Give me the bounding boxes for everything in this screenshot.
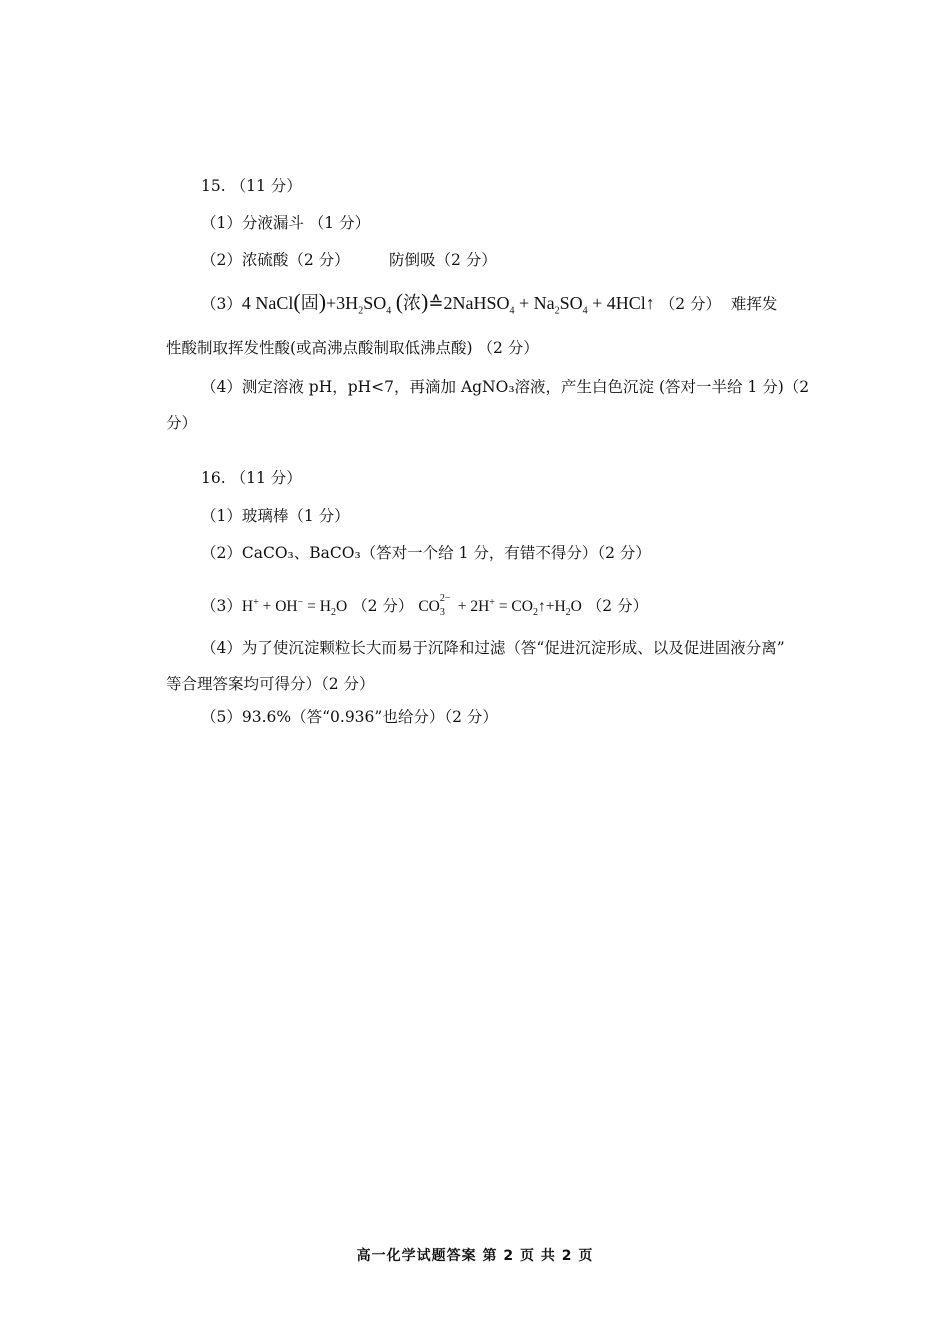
q15-answer-3-label: （3） [201, 295, 242, 313]
q15-answer-4: （4）测定溶液 pH，pH<7，再滴加 AgNO₃溶液，产生白色沉淀 (答对一半给 1 分)（2 [201, 378, 810, 396]
q16-answer-5: （5）93.6%（答“0.936”也给分）（2 分） [201, 708, 498, 726]
q15-answer-2-right: 防倒吸（2 分） [389, 251, 497, 269]
q16-answer-4-cont: 等合理答案均可得分）（2 分） [166, 675, 375, 693]
q16-answer-3-score-2: （2 分） [586, 597, 649, 615]
q15-answer-1: （1）分液漏斗 （1 分） [201, 214, 371, 232]
q16-answer-3 [201, 593, 649, 619]
q16-answer-4: （4）为了使沉淀颗粒长大而易于沉降和过滤（答“促进沉淀形成、以及促进固液分离” [201, 639, 785, 657]
q15-answer-3-score: （2 分） [659, 295, 722, 313]
q15-header: 15. （11 分） [201, 177, 302, 195]
q16-answer-2: （2）CaCO₃、BaCO₃（答对一个给 1 分，有错不得分）（2 分） [201, 544, 651, 562]
q15-answer-3-cont: 性酸制取挥发性酸(或高沸点酸制取低沸点酸) （2 分） [166, 339, 539, 357]
q15-answer-3 [201, 289, 778, 317]
q16-answer-3-score-1: （2 分） [352, 597, 414, 615]
q15-equation: 4 NaCl(固)$+3H_2SO_4$ (浓)≙2NaHSO$_4$ + $Na_2SO_4$ + 4HCl↑ [241, 289, 655, 317]
page-footer: 高一化学试题答案 第 2 页 共 2 页 [356, 1248, 594, 1264]
q16-answer-3-label: （3） [201, 597, 242, 615]
q15-answer-4-cont: 分） [166, 414, 198, 432]
up-arrow-icon: ↑ [645, 293, 655, 313]
q15-answer-3-tail: 难挥发 [730, 295, 778, 313]
q15-answer-2-left: （2）浓硫酸（2 分） [201, 251, 350, 269]
q16-header: 16. （11 分） [201, 469, 302, 487]
q16-equation-2: CO 2− 3 + $2H^+ = CO_2↑+H_2O$ [418, 593, 582, 619]
q16-answer-1: （1）玻璃棒（1 分） [201, 507, 350, 525]
q16-equation-1: $H^+ + OH^- = H_2O$ [241, 596, 348, 619]
up-arrow-icon: ↑ [537, 598, 546, 615]
